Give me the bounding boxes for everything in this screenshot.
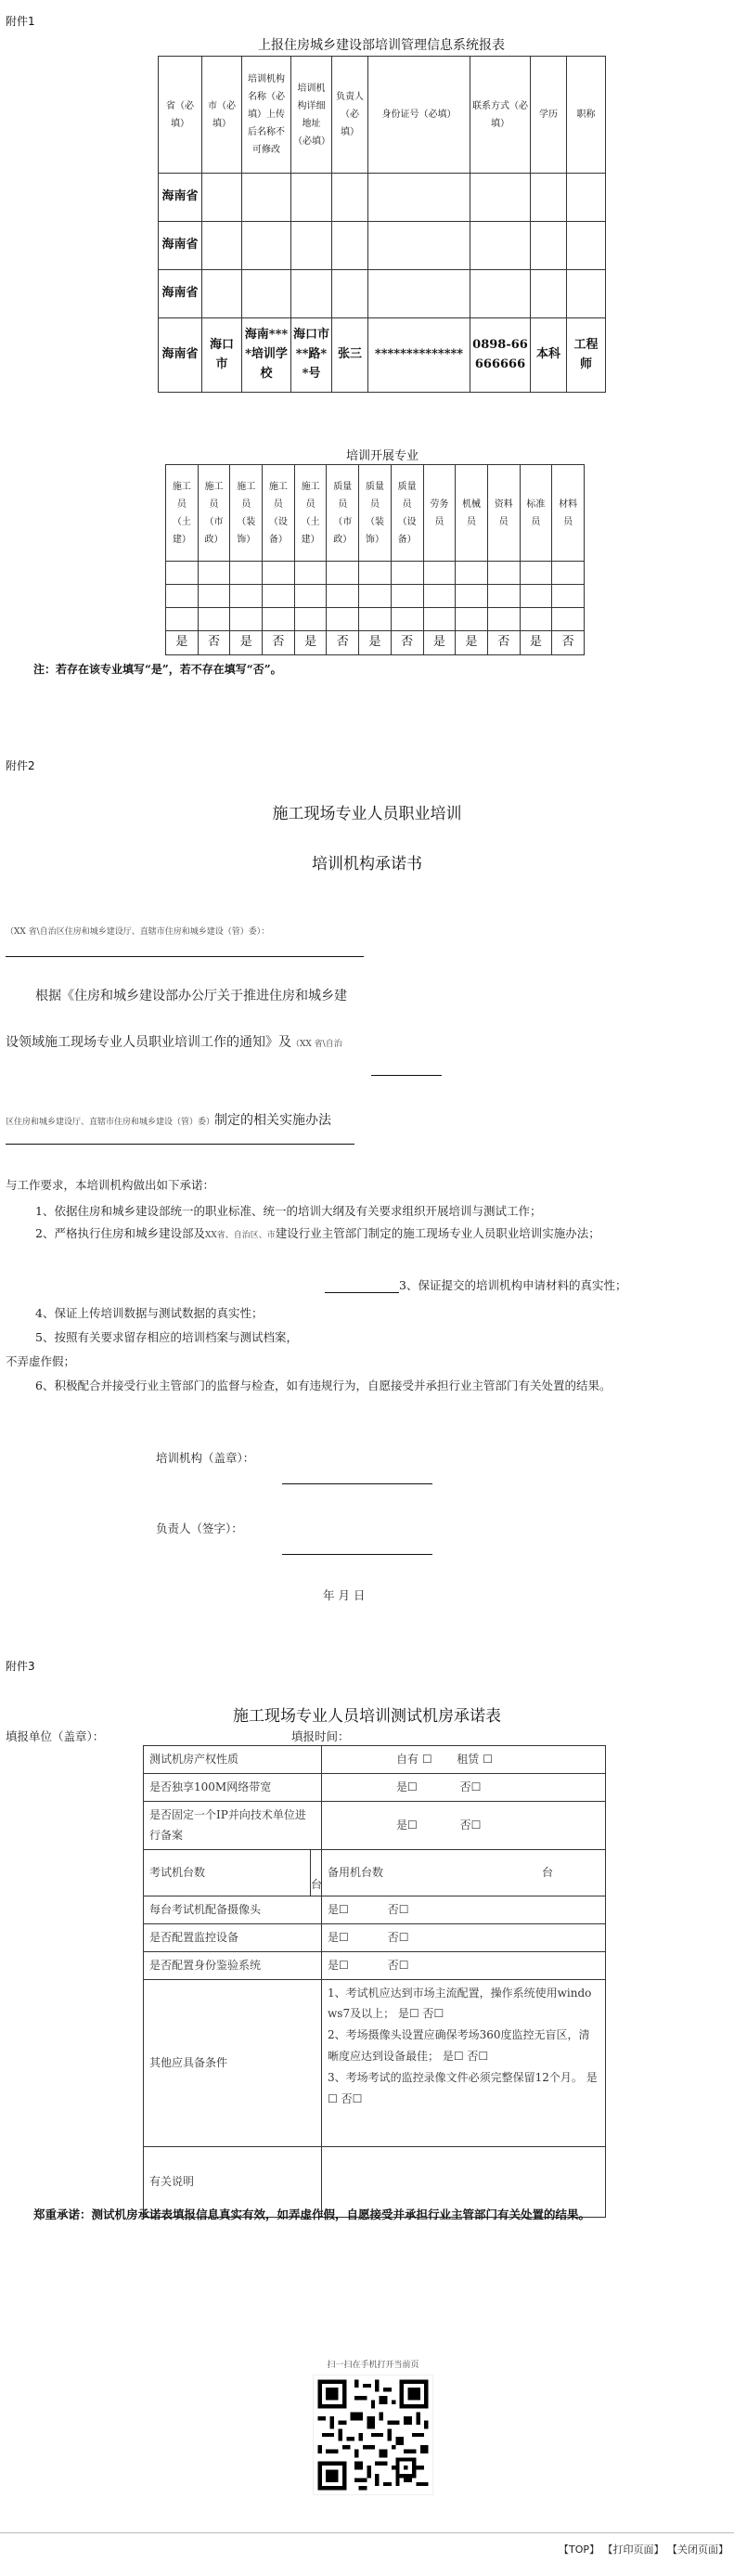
item-2-text-2: 建设行业主管部门制定的施工现场专业人员职业培训实施办法； — [275, 1226, 600, 1240]
row-label: 测试机房产权性质 — [144, 1746, 322, 1774]
header-cell: 负责人（必填） — [332, 57, 368, 174]
header-cell: 施工员（设备） — [263, 465, 295, 562]
table-cell — [327, 585, 359, 608]
row-options — [322, 1896, 606, 1924]
para1-underline — [6, 1144, 354, 1145]
table-cell — [567, 270, 606, 318]
header-cell: 施工员（土建） — [294, 465, 327, 562]
option-no[interactable]: 否☐ — [387, 1930, 409, 1944]
table-cell — [332, 270, 368, 318]
option-yes[interactable]: 是☐ — [396, 1780, 418, 1793]
annex1-note: 注：若存在该专业填写“是”，若不存在填写“否”。 — [33, 663, 282, 676]
option-yes[interactable]: 是☐ — [328, 1903, 349, 1917]
table-cell — [294, 585, 327, 608]
table-row — [159, 318, 606, 393]
header-cell: 质量员（设备） — [391, 465, 423, 562]
addressee-underline — [6, 956, 364, 957]
annex1-title: 上报住房城乡建设部培训管理信息系统报表 — [258, 38, 505, 53]
specialty-table — [165, 464, 585, 655]
option-lease[interactable]: 租赁 ☐ — [457, 1753, 493, 1766]
table-cell — [567, 222, 606, 270]
header-cell: 施工员（市政） — [198, 465, 230, 562]
table-cell — [332, 174, 368, 222]
table-cell — [198, 562, 230, 585]
footer-links — [559, 2542, 728, 2557]
para1-line2-text: 设领域施工现场专业人员职业培训工作的通知》及 — [6, 1035, 291, 1050]
table-cell — [359, 608, 392, 631]
table-cell — [230, 562, 263, 585]
table-cell — [368, 174, 470, 222]
row-options — [322, 1746, 606, 1774]
print-page-link[interactable]: 【打印页面】 — [602, 2544, 664, 2556]
row-label: 是否配置身份鉴验系统 — [144, 1951, 322, 1979]
table-row — [159, 222, 606, 270]
table-cell — [391, 585, 423, 608]
info-report-table — [158, 56, 606, 393]
table-cell — [242, 174, 291, 222]
pledge-text: 郑重承诺：测试机房承诺表填报信息真实有效，如弄虚作假，自愿接受并承担行业主管部门有关处置的结果。 — [33, 2207, 591, 2221]
option-no[interactable]: 否☐ — [459, 1780, 482, 1793]
table-cell — [520, 608, 552, 631]
para1-line3-small: 区住房和城乡建设厅、直辖市住房和城乡建设（管）委） — [6, 1118, 215, 1127]
item-6: 6、积极配合并接受行业主管部门的监督与检查，如有违规行为，自愿接受并承担行业主管部门有关处置的结果。 — [35, 1379, 612, 1392]
table-cell: 工程师 — [567, 318, 606, 393]
table-cell — [368, 222, 470, 270]
table-row — [144, 1923, 606, 1951]
table-cell — [391, 562, 423, 585]
conditions-cell — [322, 1979, 606, 2146]
table-cell: 否 — [263, 631, 295, 655]
option-no[interactable]: 否☐ — [459, 1818, 482, 1832]
table-cell: 是 — [520, 631, 552, 655]
row-label: 是否独享100M网络带宽 — [144, 1773, 322, 1801]
table-cell — [230, 585, 263, 608]
row-label: 每台考试机配备摄像头 — [144, 1896, 322, 1924]
header-cell: 施工员（装饰） — [230, 465, 263, 562]
qr-caption: 扫一扫在手机打开当前页 — [327, 2361, 419, 2370]
table-cell — [567, 174, 606, 222]
header-cell: 施工员（土建） — [166, 465, 199, 562]
table-cell — [531, 270, 567, 318]
para1-line3 — [6, 1110, 331, 1133]
addressee: （XX 省\自治区住房和城乡建设厅、直辖市住房和城乡建设（管）委）： — [6, 927, 270, 937]
item-5: 5、按照有关要求留存相应的培训档案与测试档案， — [35, 1330, 298, 1344]
table-row — [166, 608, 585, 631]
option-yes[interactable]: 是☐ — [328, 1930, 349, 1944]
table-cell — [166, 562, 199, 585]
table-cell — [327, 562, 359, 585]
spare-count-cell — [322, 1850, 606, 1896]
condition-2: 2、考场摄像头设置应确保考场360度监控无盲区，清晰度应达到设备最佳； 是☐ 否☐ — [328, 2028, 590, 2063]
table-cell — [487, 585, 520, 608]
row-label: 考试机台数 — [144, 1850, 311, 1896]
item-1: 1、依据住房和城乡建设部统一的职业标准、统一的培训大纲及有关要求组织开展培训与测试工作； — [35, 1204, 542, 1218]
commitment-title-1: 施工现场专业人员职业培训 — [272, 805, 462, 823]
para1-line2-small: （XX 省\自治 — [291, 1040, 342, 1049]
sign-person-line — [282, 1554, 432, 1555]
table-cell — [242, 222, 291, 270]
option-own[interactable]: 自有 ☐ — [396, 1753, 432, 1766]
option-no[interactable]: 否☐ — [387, 1903, 409, 1917]
table-cell — [456, 585, 488, 608]
table-cell — [423, 585, 456, 608]
table-cell — [456, 562, 488, 585]
para1-line3-text: 制定的相关实施办法 — [214, 1113, 332, 1128]
item-3-underline — [325, 1292, 399, 1293]
header-cell: 资料员 — [487, 465, 520, 562]
sign-date: 年 月 日 — [323, 1588, 366, 1602]
table-cell: 是 — [294, 631, 327, 655]
table-cell — [230, 608, 263, 631]
annex2-label: 附件2 — [6, 759, 35, 772]
header-cell: 省（必填） — [159, 57, 202, 174]
fill-time-label: 填报时间： — [291, 1729, 350, 1743]
table-row — [144, 1746, 606, 1774]
table-cell — [291, 174, 332, 222]
table-cell — [456, 608, 488, 631]
annex1-label: 附件1 — [6, 15, 35, 28]
table-cell — [294, 562, 327, 585]
table-row — [159, 270, 606, 318]
table-cell: ************** — [368, 318, 470, 393]
option-yes[interactable]: 是☐ — [328, 1958, 349, 1972]
table-cell — [470, 174, 531, 222]
table-header-row — [159, 57, 606, 174]
table-cell — [359, 585, 392, 608]
table-row — [159, 174, 606, 222]
table-cell: 本科 — [531, 318, 567, 393]
header-cell: 质量员（市政） — [327, 465, 359, 562]
fill-underline — [371, 1075, 442, 1076]
table-row — [144, 1850, 606, 1896]
fill-unit-label: 填报单位（盖章）： — [6, 1729, 105, 1743]
table-cell — [263, 608, 295, 631]
table-cell — [166, 608, 199, 631]
table-row — [166, 631, 585, 655]
row-options — [322, 1801, 606, 1850]
header-cell: 职称 — [567, 57, 606, 174]
header-cell: 学历 — [531, 57, 567, 174]
sign-org-label: 培训机构（盖章）： — [156, 1451, 255, 1465]
unit-label: 台 — [311, 1850, 322, 1896]
header-cell: 劳务员 — [423, 465, 456, 562]
header-cell: 身份证号（必填） — [368, 57, 470, 174]
table-cell — [487, 562, 520, 585]
table-cell — [166, 585, 199, 608]
table-cell — [487, 608, 520, 631]
row-options — [322, 1951, 606, 1979]
table-cell — [198, 585, 230, 608]
table-row — [166, 585, 585, 608]
table-cell — [531, 222, 567, 270]
header-cell: 材料员 — [552, 465, 585, 562]
header-cell: 培训机构名称（必填）上传后名称不可修改 — [242, 57, 291, 174]
table-cell — [520, 585, 552, 608]
table-cell — [520, 562, 552, 585]
table-row — [166, 562, 585, 585]
table-cell: 海口市**路**号 — [291, 318, 332, 393]
table-cell: 是 — [359, 631, 392, 655]
header-cell: 培训机构详细地址（必填） — [291, 57, 332, 174]
table-cell — [198, 608, 230, 631]
commitment-title-2: 培训机构承诺书 — [312, 855, 422, 874]
table-cell: 海南省 — [159, 270, 202, 318]
table-cell — [242, 270, 291, 318]
footer-divider — [0, 2532, 734, 2533]
table-cell — [294, 608, 327, 631]
table-cell: 否 — [487, 631, 520, 655]
row-label: 是否配置监控设备 — [144, 1923, 322, 1951]
table-cell — [263, 562, 295, 585]
table-cell: 否 — [198, 631, 230, 655]
header-cell: 联系方式（必填） — [470, 57, 531, 174]
table-cell — [423, 562, 456, 585]
table-cell — [291, 222, 332, 270]
item-2-text: 2、严格执行住房和城乡建设部及 — [35, 1226, 205, 1240]
header-cell: 标准员 — [520, 465, 552, 562]
option-yes[interactable]: 是☐ — [396, 1818, 418, 1832]
back-to-top-link[interactable]: 【TOP】 — [558, 2544, 599, 2556]
table-cell — [391, 608, 423, 631]
header-cell: 机械员 — [456, 465, 488, 562]
para1-line2 — [6, 1032, 342, 1055]
table-cell: 否 — [327, 631, 359, 655]
item-4: 4、保证上传培训数据与测试数据的真实性； — [35, 1306, 264, 1320]
spare-label: 备用机台数 — [328, 1866, 384, 1880]
table-cell — [552, 608, 585, 631]
table-row — [144, 1979, 606, 2146]
table-cell — [423, 608, 456, 631]
row-label: 有关说明 — [144, 2146, 322, 2217]
table-cell — [263, 585, 295, 608]
table-row — [144, 1896, 606, 1924]
annex3-label: 附件3 — [6, 1660, 35, 1673]
table-cell — [368, 270, 470, 318]
table-cell — [327, 608, 359, 631]
item-5b: 不弄虚作假； — [6, 1354, 76, 1368]
machine-room-title: 施工现场专业人员培训测试机房承诺表 — [233, 1707, 501, 1726]
row-label: 是否固定一个IP并向技术单位进行备案 — [144, 1801, 322, 1850]
table-cell — [552, 585, 585, 608]
table-cell: 海南省 — [159, 318, 202, 393]
table-cell: 海南****培训学校 — [242, 318, 291, 393]
table-cell — [470, 270, 531, 318]
table-cell: 否 — [552, 631, 585, 655]
specialty-title: 培训开展专业 — [345, 449, 419, 463]
table-cell: 海南省 — [159, 222, 202, 270]
header-cell: 市（必填） — [202, 57, 242, 174]
table-cell — [332, 222, 368, 270]
qr-code-icon — [313, 2375, 433, 2495]
table-row — [144, 1801, 606, 1850]
table-cell: 是 — [230, 631, 263, 655]
table-cell: 是 — [423, 631, 456, 655]
sign-org-line — [282, 1483, 432, 1484]
condition-3: 3、考场考试的监控录像文件必须完整保留12个月。 是☐ 否☐ — [328, 2070, 598, 2105]
table-row — [144, 1951, 606, 1979]
table-cell: 海南省 — [159, 174, 202, 222]
table-cell: 0898-66666666 — [470, 318, 531, 393]
table-cell — [291, 270, 332, 318]
table-cell — [359, 562, 392, 585]
close-page-link[interactable]: 【关闭页面】 — [667, 2544, 728, 2556]
table-cell: 否 — [391, 631, 423, 655]
option-no[interactable]: 否☐ — [387, 1958, 409, 1972]
table-cell — [202, 270, 242, 318]
table-cell — [531, 174, 567, 222]
condition-1: 1、考试机应达到市场主流配置，操作系统使用windows7及以上； 是☐ 否☐ — [328, 1986, 592, 2021]
table-row — [144, 1773, 606, 1801]
row-options — [322, 1773, 606, 1801]
row-options — [322, 1923, 606, 1951]
table-cell: 海口市 — [202, 318, 242, 393]
header-cell: 质量员（装饰） — [359, 465, 392, 562]
table-cell: 是 — [456, 631, 488, 655]
item-2 — [6, 1223, 726, 1243]
table-cell: 张三 — [332, 318, 368, 393]
table-cell — [470, 222, 531, 270]
item-3: 3、保证提交的培训机构申请材料的真实性； — [399, 1278, 627, 1292]
para1-line1: 根据《住房和城乡建设部办公厅关于推进住房和城乡建 — [35, 989, 347, 1003]
sign-person-label: 负责人（签字）： — [156, 1521, 243, 1535]
para2: 与工作要求，本培训机构做出如下承诺： — [6, 1178, 215, 1192]
table-cell — [202, 222, 242, 270]
table-cell: 是 — [166, 631, 199, 655]
machine-room-table — [143, 1745, 606, 2218]
table-header-row — [166, 465, 585, 562]
table-cell — [202, 174, 242, 222]
row-label: 其他应具备条件 — [144, 1979, 322, 2146]
item-2-small: XX省、自治区、市 — [204, 1231, 276, 1240]
table-cell — [552, 562, 585, 585]
unit-label-2: 台 — [542, 1866, 554, 1880]
